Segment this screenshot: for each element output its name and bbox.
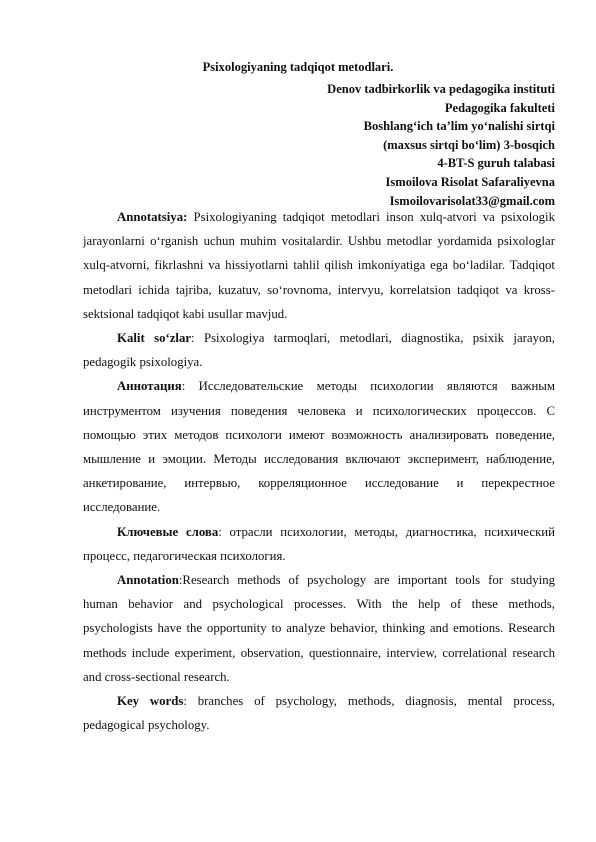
keywords-ru-paragraph bbox=[83, 520, 555, 568]
keywords-en-text: : branches of psychology, methods, diagnosis, mental process, pedagogical psychology. bbox=[83, 694, 555, 733]
keywords-uz-text: : Psixologiya tarmoqlari, metodlari, diagnostika, psixik jarayon, pedagogik psixologiya. bbox=[83, 331, 555, 370]
annotation-uz-text: Psixologiyaning tadqiqot metodlari inson xulq-atvori va psixologik jarayonlarni o‘rganish uchun muhim vositalardir. Ushbu metodlar yordamida psixologlar xulq-atvorni, fikrlashni va hissiyotlarni tahlil qilish imkoniyatiga ega bo‘ladilar. Tadqiqot metodlari ichida tajriba, kuzatuv, so‘rovnoma, intervyu, korrelatsion tadqiqot va kross-sektsional tadqiqot kabi usullar mavjud. bbox=[83, 210, 555, 321]
affiliation-course: (maxsus sirtqi bo‘lim) 3-bosqich bbox=[383, 137, 555, 152]
keywords-ru-text: : отрасли психологии, методы, диагностика, психический процесс, педагогическая психология. bbox=[83, 524, 555, 563]
affiliation-faculty: Pedagogika fakulteti bbox=[444, 100, 555, 115]
keywords-en-label: Key words bbox=[117, 694, 184, 709]
annotation-ru-paragraph bbox=[83, 374, 555, 519]
affiliation-department: Boshlang‘ich ta’lim yo‘nalishi sirtqi bbox=[363, 119, 555, 134]
article-title: Psixologiyaning tadqiqot metodlari. bbox=[202, 60, 394, 74]
annotation-en-text: :Research methods of psychology are important tools for studying human behavior and psychological processes. With the help of these methods, psychologists have the opportunity to analyze behavior, thinking and emotions. Research methods include experiment, observation, questionnaire, interview, correlational research and cross-sectional research. bbox=[83, 573, 555, 684]
keywords-uz-paragraph bbox=[83, 326, 555, 374]
keywords-en-paragraph bbox=[83, 689, 555, 737]
annotation-en-paragraph bbox=[83, 568, 555, 689]
affiliation-group: 4-BT-S guruh talabasi bbox=[437, 156, 555, 171]
author-name: Ismoilova Risolat Safaraliyevna bbox=[385, 174, 555, 189]
author-email[interactable]: Ismoilovarisolat33@gmail.com bbox=[389, 193, 555, 208]
annotation-ru-text: : Исследовательские методы психологии являются важным инструментом изучения поведения человека и психологических процессов. С помощью этих методов психологи имеют возможность анализировать поведение, мышление и эмоции. Методы исследования включают эксперимент, наблюдение, анкетирование, интервью, корреляционное исследование и перекрестное исследование. bbox=[83, 379, 555, 515]
annotation-uz-label: Annotatsiya: bbox=[117, 210, 188, 224]
annotation-uz-paragraph bbox=[83, 205, 555, 326]
keywords-ru-label: Ключевые слова bbox=[117, 524, 219, 539]
keywords-uz-label: Kalit so‘zlar bbox=[117, 331, 192, 346]
affiliation-institute: Denov tadbirkorlik va pedagogika instituti bbox=[327, 82, 555, 96]
annotation-ru-label: Аннотация bbox=[117, 379, 182, 394]
article-body bbox=[83, 205, 555, 737]
author-affiliation-block bbox=[327, 80, 555, 210]
annotation-en-label: Annotation bbox=[117, 573, 179, 588]
